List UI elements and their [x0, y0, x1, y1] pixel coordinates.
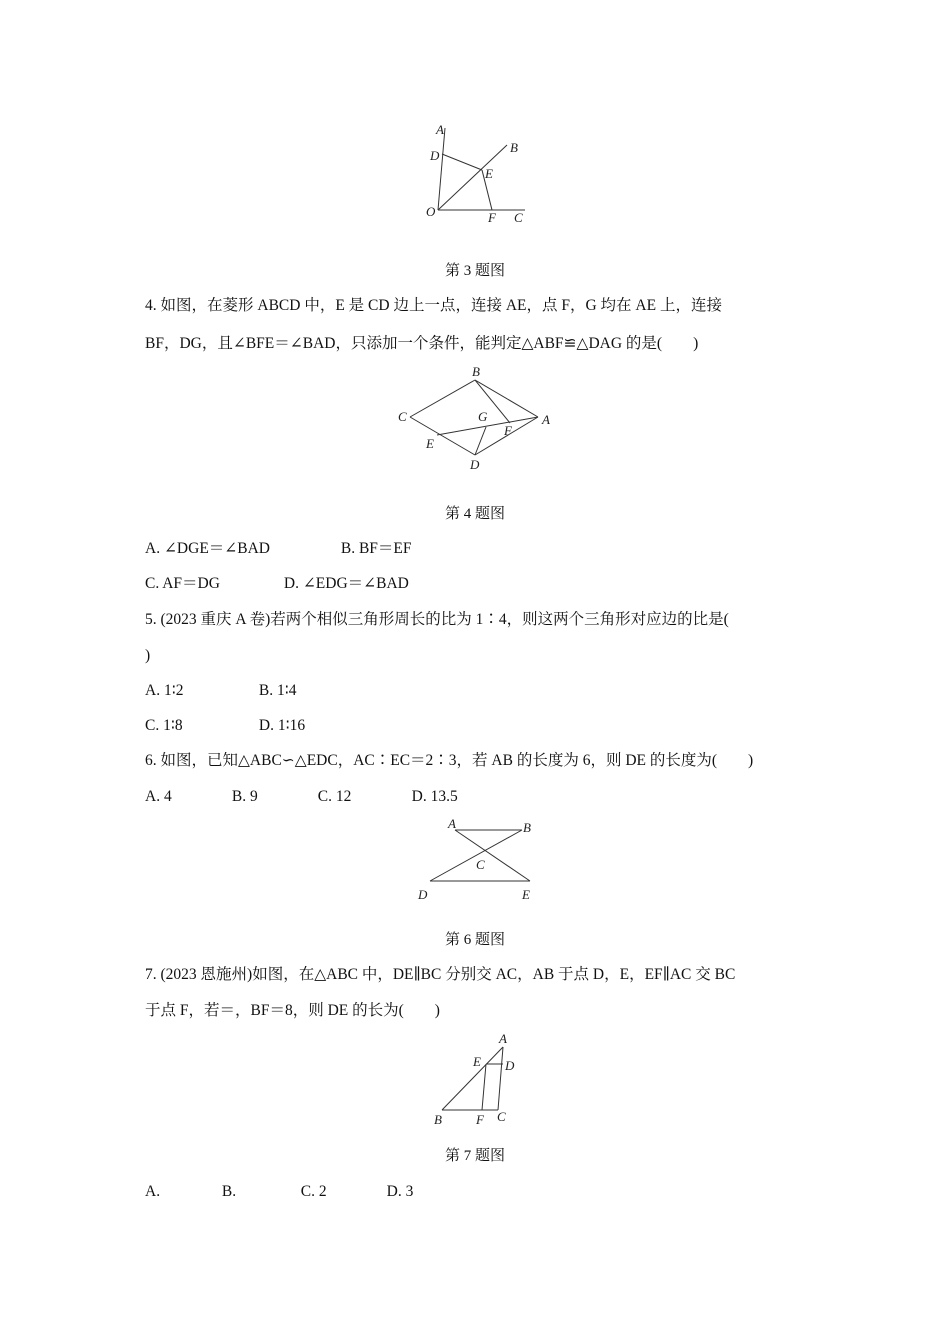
label-E: E [522, 887, 530, 902]
question-4-option-d[interactable]: D. ∠EDG＝∠BAD [283, 575, 409, 592]
label-E: E [426, 436, 434, 451]
label-B: B [472, 364, 480, 379]
question-6-option-a[interactable]: A. 4 [145, 788, 172, 805]
question-5-text-line1: 5. (2023 重庆 A 卷)若两个相似三角形周长的比为 1∶4，则这两个三角形对应边的比是( [145, 611, 729, 628]
label-D: D [505, 1058, 515, 1073]
figure-6-diagram [410, 815, 550, 910]
question-4-options-row2 [145, 574, 409, 594]
figure-4-caption: 第 4 题图 [444, 506, 505, 522]
figure-4-diagram [390, 365, 565, 475]
figure-3-diagram [420, 118, 540, 233]
label-B: B [434, 1112, 442, 1127]
label-C: C [497, 1109, 506, 1124]
figure-6 [410, 815, 550, 915]
question-5-options-row2 [145, 716, 305, 736]
question-4-option-b[interactable]: B. BF＝EF [340, 540, 412, 557]
question-4-text-line2: BF，DG，且∠BFE＝∠BAD，只添加一个条件，能判定△ABF≌△DAG 的是( ) [145, 335, 699, 352]
figure-6-caption: 第 6 题图 [444, 932, 505, 948]
label-D: D [418, 887, 428, 902]
question-7-option-c[interactable]: C. 2 [300, 1183, 327, 1200]
question-7-option-b[interactable]: B. [221, 1183, 237, 1200]
label-A: A [542, 412, 550, 427]
question-7-text-line2: 于点 F，若＝，BF＝8，则 DE 的长为( ) [145, 1002, 440, 1019]
question-5-option-b[interactable]: B. 1∶4 [258, 682, 297, 699]
question-6-text-line1: 6. 如图，已知△ABC∽△EDC，AC∶EC＝2∶3，若 AB 的长度为 6，则 DE 的长度为( ) [145, 752, 754, 769]
label-C: C [398, 409, 407, 424]
label-C: C [476, 857, 485, 872]
label-E: E [473, 1054, 481, 1069]
question-7-option-d[interactable]: D. 3 [386, 1183, 414, 1200]
label-G: G [478, 409, 488, 424]
question-5-option-a[interactable]: A. 1∶2 [145, 682, 184, 699]
label-B: B [510, 140, 518, 155]
question-6-option-c[interactable]: C. 12 [317, 788, 352, 805]
question-7-text-line1: 7. (2023 恩施州)如图，在△ABC 中，DE∥BC 分别交 AC，AB 于点 D，E，EF∥AC 交 BC [145, 966, 736, 983]
question-5-options-row1 [145, 681, 297, 701]
question-6-option-b[interactable]: B. 9 [231, 788, 258, 805]
label-F: F [488, 210, 496, 225]
question-7-options-row [145, 1182, 413, 1202]
question-4-option-c[interactable]: C. AF＝DG [145, 575, 220, 592]
label-F: F [476, 1112, 484, 1127]
label-C: C [514, 210, 523, 225]
question-4-options-row1 [145, 539, 412, 559]
label-A: A [448, 816, 456, 831]
question-6-options-row [145, 787, 458, 807]
label-F: F [504, 423, 512, 438]
label-O: O [426, 204, 436, 219]
question-5-text-line2: ) [145, 647, 151, 664]
figure-7 [420, 1028, 530, 1138]
question-4-option-a[interactable]: A. ∠DGE＝∠BAD [145, 540, 270, 557]
figure-7-diagram [420, 1028, 530, 1133]
figure-3-caption: 第 3 题图 [444, 263, 505, 279]
question-5-option-d[interactable]: D. 1∶16 [258, 717, 306, 734]
question-4-text-line1: 4. 如图，在菱形 ABCD 中，E 是 CD 边上一点，连接 AE，点 F，G 均在 AE 上，连接 [145, 297, 722, 314]
label-D: D [470, 457, 480, 472]
figure-3 [420, 118, 540, 238]
question-7-option-a[interactable]: A. [145, 1183, 161, 1200]
question-6-option-d[interactable]: D. 13.5 [411, 788, 458, 805]
question-5-option-c[interactable]: C. 1∶8 [145, 717, 183, 734]
figure-7-caption: 第 7 题图 [444, 1148, 505, 1164]
label-A: A [436, 122, 444, 137]
label-A: A [499, 1031, 507, 1046]
figure-4 [390, 365, 565, 480]
label-B: B [523, 820, 531, 835]
label-D: D [430, 148, 440, 163]
label-E: E [485, 166, 493, 181]
